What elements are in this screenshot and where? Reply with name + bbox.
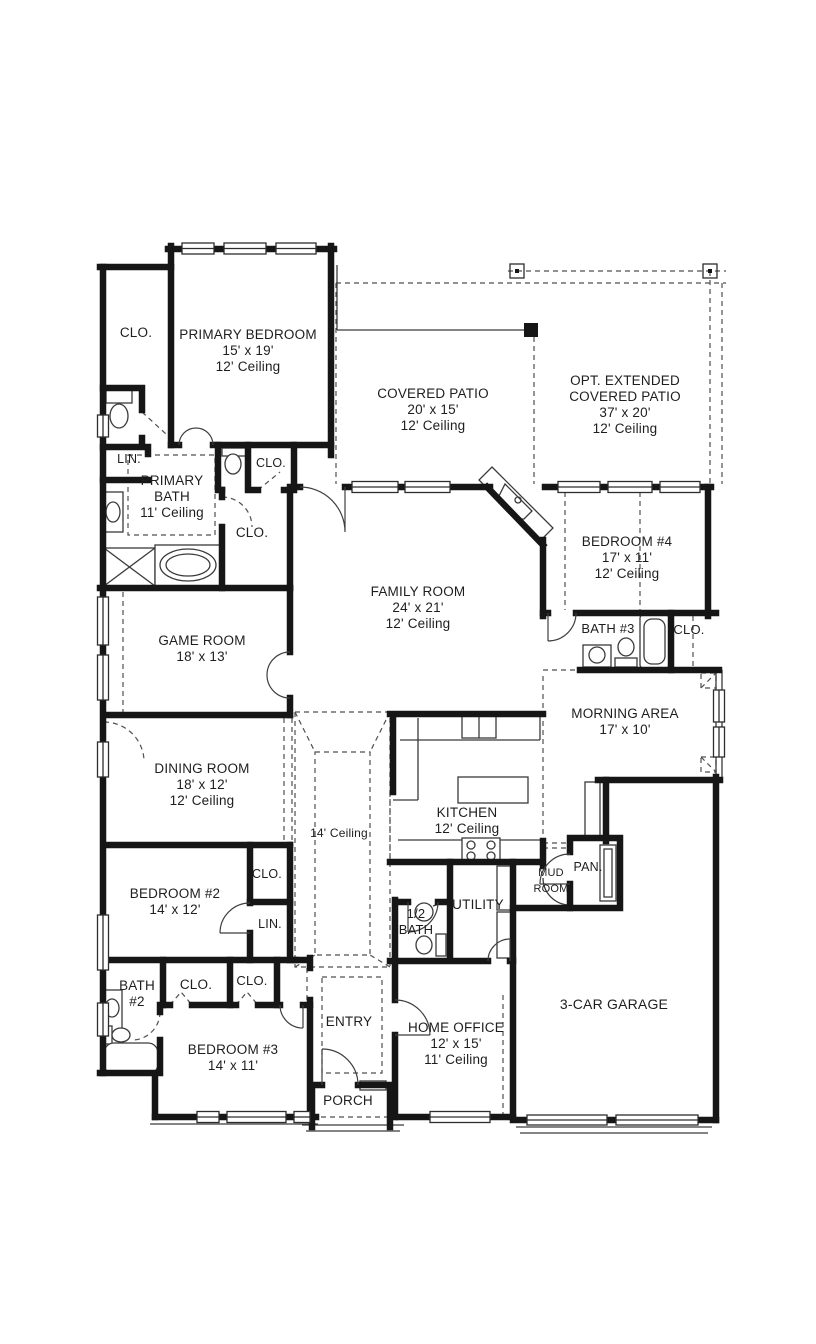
room-label-closet-bed2: CLO. <box>252 867 282 881</box>
room-label-entry: ENTRY <box>325 1014 373 1029</box>
room-label-primary-walkin-closet: CLO. <box>235 525 269 540</box>
room-label-half-bath: 1/2 BATH <box>398 906 434 937</box>
room-label-game-room: GAME ROOM 18' x 13' <box>158 633 246 664</box>
room-label-home-office: HOME OFFICE 12' x 15' 11' Ceiling <box>408 1020 504 1067</box>
room-label-linen-hall: LIN. <box>258 917 282 931</box>
room-label-closet-bed4: CLO. <box>673 622 705 637</box>
room-label-bedroom-3: BEDROOM #3 14' x 11' <box>187 1042 279 1073</box>
room-label-covered-patio: COVERED PATIO 20' x 15' 12' Ceiling <box>377 386 489 433</box>
room-label-pantry: PAN. <box>573 860 603 874</box>
room-label-bath-3: BATH #3 <box>581 621 635 636</box>
room-label-linen-primary: LIN. <box>117 452 141 466</box>
room-label-primary-bath: PRIMARY BATH 11' Ceiling <box>140 473 204 520</box>
room-label-bedroom-4: BEDROOM #4 17' x 11' 12' Ceiling <box>581 534 673 581</box>
room-label-dining-room: DINING ROOM 18' x 12' 12' Ceiling <box>154 761 250 808</box>
room-label-vanity-closet: CLO. <box>256 456 286 470</box>
room-label-porch: PORCH <box>323 1093 373 1108</box>
room-label-hall-ceiling: 14' Ceiling <box>310 826 368 840</box>
room-label-utility: UTILITY <box>452 897 504 912</box>
room-label-opt-extended-covered-patio: OPT. EXTENDED COVERED PATIO 37' x 20' 12' Ceiling <box>569 373 681 436</box>
room-label-primary-closet: CLO. <box>119 325 153 340</box>
room-label-morning-area: MORNING AREA 17' x 10' <box>571 706 679 737</box>
room-label-primary-bedroom: PRIMARY BEDROOM 15' x 19' 12' Ceiling <box>179 327 317 374</box>
room-label-closet-bed3-right: CLO. <box>236 973 268 988</box>
room-label-kitchen: KITCHEN 12' Ceiling <box>434 805 500 836</box>
room-label-garage: 3-CAR GARAGE <box>559 996 669 1012</box>
room-label-mud-room: MUD ROOM <box>533 867 569 895</box>
room-label-family-room: FAMILY ROOM 24' x 21' 12' Ceiling <box>370 584 466 631</box>
patio-posts <box>510 264 717 337</box>
room-label-bath-2: BATH #2 <box>119 978 155 1009</box>
room-label-bedroom-2: BEDROOM #2 14' x 12' <box>129 886 221 917</box>
room-label-closet-bed3-left: CLO. <box>179 977 213 992</box>
